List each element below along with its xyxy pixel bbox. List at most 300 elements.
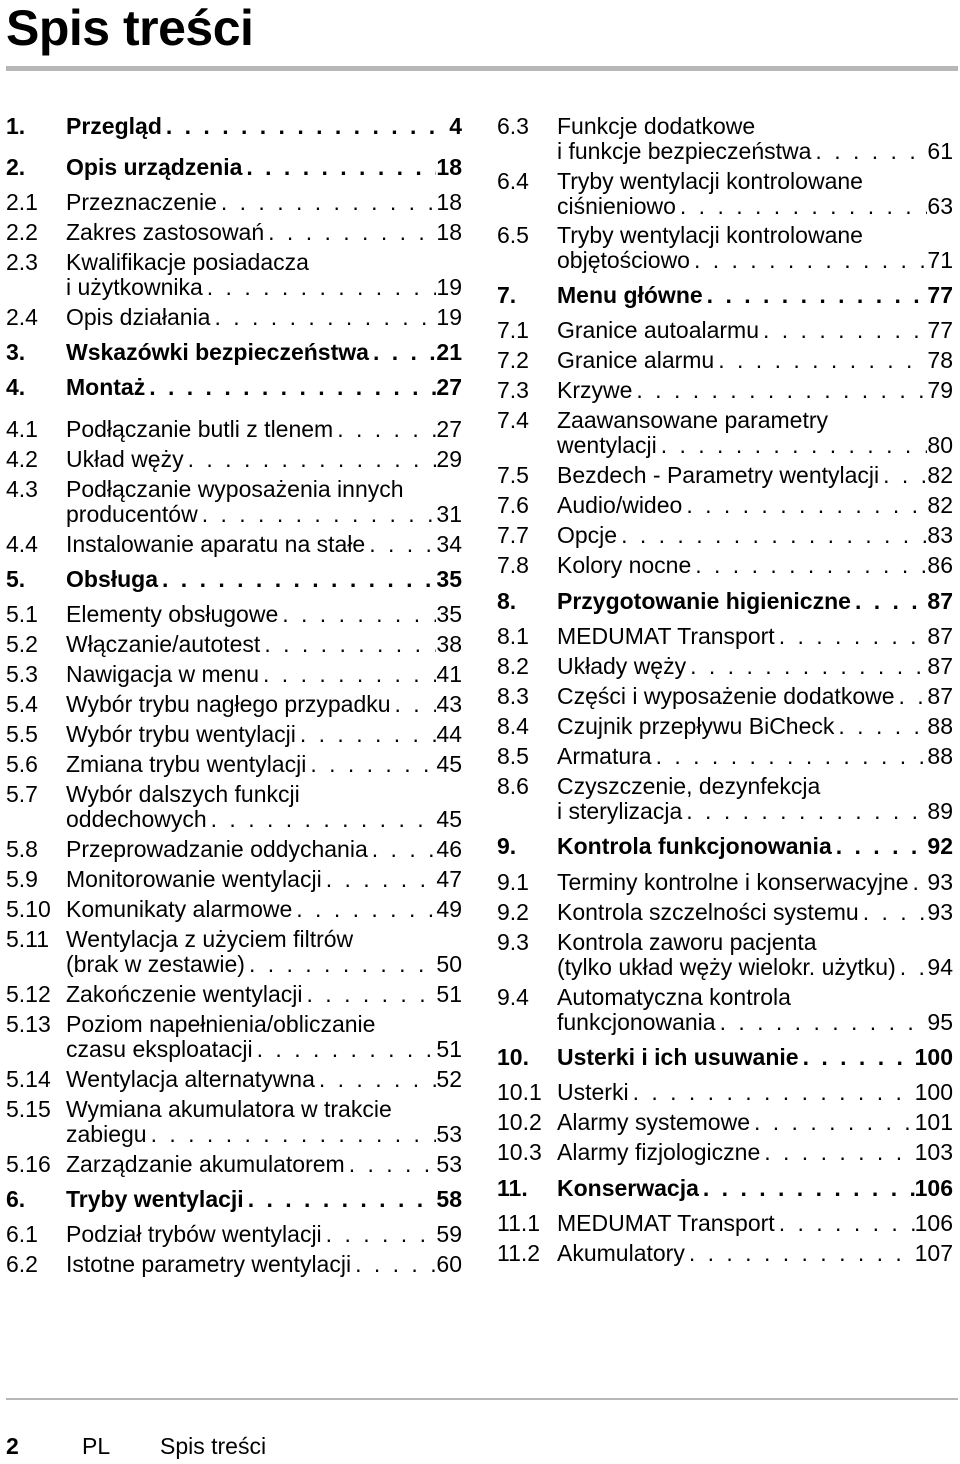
toc-entry-number: 8.3 [497,683,529,709]
toc-entry-number: 9. [497,833,517,859]
toc-entry-number: 5.10 [6,896,51,922]
toc-entry-page: 89 [927,798,953,824]
toc-entry-page: 60 [436,1251,462,1277]
toc-entry-label: Przeprowadzanie oddychania [66,836,368,862]
toc-entry-label: czasu eksploatacji [66,1036,253,1062]
dot-leader [750,1110,915,1135]
toc-entry-text [66,305,462,330]
toc-entry-label: zabiegu [66,1121,147,1147]
toc-entry-text [66,114,462,139]
toc-entry-number: 4. [6,374,26,400]
dot-leader [296,722,437,747]
toc-entry-page: 95 [927,1009,953,1035]
toc-entry-page: 49 [436,896,462,922]
toc-entry-number: 4.1 [6,416,38,442]
toc-entry-page: 101 [914,1109,953,1135]
toc-entry-number: 6. [6,1186,26,1212]
toc-entry-text [66,722,462,747]
dot-leader [244,1187,437,1212]
dot-leader [685,1241,915,1266]
toc-entry-page: 53 [436,1121,462,1147]
toc-entry-page: 50 [436,951,462,977]
toc-entry-number: 5.16 [6,1151,51,1177]
toc-entry-page: 93 [927,869,953,895]
toc-entry-number: 9.2 [497,899,529,925]
toc-entry-number: 10.1 [497,1079,542,1105]
toc-entry-page: 78 [927,347,953,373]
toc-entry-page: 87 [927,683,953,709]
toc-entry-text [557,1080,953,1105]
toc-entry-text [557,553,953,578]
toc-entry-page: 18 [436,219,462,245]
toc-entry-page: 107 [914,1240,953,1266]
toc-entry-text [66,692,462,717]
toc-entry-label: Kolory nocne [557,552,692,578]
toc-entry-page: 106 [914,1210,953,1236]
toc-entry-label: Podłączanie butli z tlenem [66,416,334,442]
toc-entry-label: Układy węży [557,653,687,679]
toc-entry-text [557,283,953,308]
toc-entry-label: Zaawansowane parametry [557,407,829,433]
toc-entry-number: 5.15 [6,1096,51,1122]
toc-entry-label: Tryby wentylacji kontrolowane [557,222,863,248]
dot-leader [198,502,437,527]
dot-leader [775,1211,915,1236]
dot-leader [264,220,436,245]
dot-leader [315,1067,437,1092]
toc-entry-page: 29 [436,446,462,472]
toc-entry-label: Przeznaczenie [66,189,217,215]
toc-entry-number: 2.4 [6,304,38,330]
toc-entry-label: Zmiana trybu wentylacji [66,751,307,777]
toc-entry-page: 92 [927,833,953,859]
toc-entry-text [66,1252,462,1277]
toc-entry-label: i funkcje bezpieczeństwa [557,138,812,164]
dot-leader [322,867,437,892]
dot-leader [629,1080,915,1105]
dot-leader [147,1122,437,1147]
toc-entry-label: Menu główne [557,282,703,308]
toc-entry-label: Usterki [557,1079,629,1105]
toc-entry-text [66,340,462,365]
toc-entry-label: Wskazówki bezpieczeństwa [66,339,369,365]
dot-leader [657,433,928,458]
toc-entry-label: Przegląd [66,113,162,139]
dot-leader [896,955,928,980]
dot-leader [158,567,436,592]
toc-entry-text [557,624,953,649]
toc-entry-number: 10.3 [497,1139,542,1165]
dot-leader [617,523,927,548]
toc-entry-text [66,155,462,180]
dot-leader [703,283,928,308]
toc-entry-number: 9.4 [497,984,529,1010]
toc-entry-text [557,348,953,373]
toc-entry-text [66,662,462,687]
toc-entry-page: 19 [436,304,462,330]
toc-entry-page: 93 [927,899,953,925]
toc-entry-label: Funkcje dodatkowe [557,113,756,139]
toc-entry-text [557,169,953,219]
toc-entry-page: 27 [436,416,462,442]
toc-entry-number: 5.6 [6,751,38,777]
toc-entry-label: Usterki i ich usuwanie [557,1044,799,1070]
dot-leader [245,952,436,977]
toc-entry-number: 8.6 [497,773,529,799]
dot-leader [292,897,436,922]
toc-entry-number: 9.1 [497,869,529,895]
toc-entry-label: objętościowo [557,247,690,273]
toc-entry-number: 5. [6,566,26,592]
toc-entry-label: Konserwacja [557,1175,699,1201]
toc-entry-label: MEDUMAT Transport [557,623,775,649]
toc-entry-label: Istotne parametry wentylacji [66,1251,352,1277]
toc-entry-number: 9.3 [497,929,529,955]
toc-entry-label: Tryby wentylacji [66,1186,244,1212]
toc-entry-page: 34 [436,531,462,557]
toc-entry-text [557,714,953,739]
dot-leader [210,305,436,330]
dot-leader [306,752,436,777]
dot-leader [682,493,927,518]
toc-entry-number: 2.3 [6,249,38,275]
toc-entry-page: 63 [927,193,953,219]
dot-leader [278,602,436,627]
toc-entry-label: Czujnik przepływu BiCheck [557,713,835,739]
dot-leader [260,632,436,657]
toc-entry-text [557,408,953,458]
toc-entry-label: Opcje [557,522,618,548]
dot-leader [145,375,436,400]
toc-entry-page: 100 [914,1079,953,1105]
toc-entry-number: 11. [497,1175,528,1201]
toc-entry-page: 51 [436,981,462,1007]
dot-leader [895,684,928,709]
toc-entry-number: 5.13 [6,1011,51,1037]
toc-entry-label: Zakończenie wentylacji [66,981,303,1007]
toc-entry-page: 58 [436,1186,462,1212]
toc-entry-text [557,930,953,980]
toc-entry-label: Akumulatory [557,1240,685,1266]
toc-entry-page: 45 [436,751,462,777]
toc-entry-number: 5.11 [6,926,50,952]
dot-leader [686,654,927,679]
toc-entry-page: 41 [436,661,462,687]
dot-leader [391,692,437,717]
dot-leader [879,463,927,488]
toc-entry-label: Audio/wideo [557,492,683,518]
toc-entry-number: 6.5 [497,222,529,248]
dot-leader [632,378,927,403]
dot-leader [760,1140,914,1165]
toc-entry-label: wentylacji [557,432,657,458]
toc-entry-text [66,1097,462,1147]
toc-entry-number: 8.5 [497,743,529,769]
toc-entry-label: Granice alarmu [557,347,715,373]
toc-entry-text [557,223,953,273]
toc-entry-text [557,318,953,343]
toc-entry-number: 6.1 [6,1221,38,1247]
toc-entry-label: Granice autoalarmu [557,317,759,343]
toc-entry-label: Wybór trybu wentylacji [66,721,296,747]
dot-leader [303,982,437,1007]
toc-entry-label: Zakres zastosowań [66,219,265,245]
page-title: Spis treści [6,0,254,56]
toc-entry-page: 47 [436,866,462,892]
toc-entry-number: 5.8 [6,836,38,862]
toc-entry-number: 5.5 [6,721,38,747]
toc-entry-number: 10.2 [497,1109,542,1135]
toc-entry-number: 5.9 [6,866,38,892]
toc-entry-label: Alarmy fizjologiczne [557,1139,761,1165]
dot-leader [676,194,928,219]
toc-entry-number: 10. [497,1044,529,1070]
toc-entry-text [557,463,953,488]
dot-leader [184,447,437,472]
toc-entry-text [66,782,462,832]
toc-entry-number: 7.1 [497,317,529,343]
toc-entry-text [557,1110,953,1135]
toc-entry-number: 8.4 [497,713,529,739]
dot-leader [714,348,927,373]
toc-entry-label: Części i wyposażenie dodatkowe [557,683,895,709]
dot-leader [716,1010,928,1035]
toc-entry-page: 4 [449,113,462,139]
toc-entry-text [66,250,462,300]
toc-entry-number: 3. [6,339,26,365]
toc-entry-label: Kontrola funkcjonowania [557,833,832,859]
dot-leader [832,834,928,859]
toc-entry-number: 11.2 [497,1240,541,1266]
toc-entry-label: Opis działania [66,304,211,330]
toc-entry-text [557,1241,953,1266]
toc-entry-number: 4.4 [6,531,38,557]
toc-entry-text [557,523,953,548]
dot-leader [162,114,449,139]
toc-entry-text [66,477,462,527]
toc-entry-page: 83 [927,522,953,548]
toc-entry-page: 35 [436,601,462,627]
toc-entry-text [66,567,462,592]
toc-entry-page: 80 [927,432,953,458]
toc-entry-label: Włączanie/autotest [66,631,261,657]
toc-entry-label: Tryby wentylacji kontrolowane [557,168,863,194]
dot-leader [690,248,927,273]
toc-entry-page: 35 [436,566,462,592]
toc-entry-number: 7.6 [497,492,529,518]
toc-entry-number: 7.4 [497,407,529,433]
toc-entry-label: Kontrola zaworu pacjenta [557,929,817,955]
toc-entry-page: 18 [436,189,462,215]
toc-entry-page: 82 [927,492,953,518]
toc-entry-label: Kwalifikacje posiadacza [66,249,309,275]
toc-entry-number: 6.2 [6,1251,38,1277]
footer-section: Spis treści [160,1433,267,1459]
toc-entry-text [66,1187,462,1212]
toc-entry-text [66,632,462,657]
toc-entry-page: 31 [436,501,462,527]
toc-entry-number: 4.3 [6,476,38,502]
toc-entry-text [557,493,953,518]
toc-entry-page: 43 [436,691,462,717]
footer-language: PL [82,1433,111,1459]
dot-leader [775,624,928,649]
toc-entry-label: Wentylacja z użyciem filtrów [66,926,354,952]
toc-entry-text [557,834,953,859]
toc-entry-label: ciśnieniowo [557,193,676,219]
toc-entry-page: 88 [927,713,953,739]
toc-entry-page: 18 [436,154,462,180]
toc-entry-number: 8. [497,588,517,614]
toc-entry-text [557,1211,953,1236]
toc-entry-text [557,654,953,679]
title-divider [6,66,958,71]
toc-entry-number: 6.3 [497,113,529,139]
toc-entry-number: 5.4 [6,691,38,717]
toc-entry-text [557,1045,953,1070]
toc-entry-label: Obsługa [66,566,159,592]
toc-entry-number: 7.3 [497,377,529,403]
toc-entry-number: 11.1 [497,1210,541,1236]
toc-entry-page: 51 [436,1036,462,1062]
toc-entry-label: Bezdech - Parametry wentylacji [557,462,880,488]
toc-entry-text [66,837,462,862]
toc-entry-label: Elementy obsługowe [66,601,279,627]
dot-leader [259,662,436,687]
toc-entry-text [66,982,462,1007]
toc-entry-page: 52 [436,1066,462,1092]
toc-entry-label: Opis urządzenia [66,154,243,180]
toc-entry-label: (tylko układ węży wielokr. użytku) [557,954,896,980]
toc-entry-text [66,375,462,400]
toc-entry-label: Montaż [66,374,146,400]
toc-entry-text [66,532,462,557]
toc-entry-number: 5.2 [6,631,38,657]
toc-entry-page: 77 [927,317,953,343]
toc-entry-page: 44 [436,721,462,747]
dot-leader [799,1045,915,1070]
toc-entry-number: 2.1 [6,189,38,215]
dot-leader [242,155,436,180]
toc-entry-label: producentów [66,501,198,527]
toc-entry-number: 7.5 [497,462,529,488]
toc-entry-text [557,774,953,824]
toc-entry-page: 86 [927,552,953,578]
toc-entry-label: Automatyczna kontrola [557,984,791,1010]
toc-entry-text [66,602,462,627]
toc-entry-label: Przygotowanie higieniczne [557,588,851,614]
toc-entry-label: Wybór dalszych funkcji [66,781,300,807]
toc-entry-text [66,1152,462,1177]
toc-entry-text [66,1222,462,1247]
toc-entry-number: 4.2 [6,446,38,472]
toc-entry-page: 87 [927,623,953,649]
toc-entry-text [557,589,953,614]
toc-entry-number: 5.7 [6,781,38,807]
toc-entry-text [557,1140,953,1165]
dot-leader [834,714,927,739]
dot-leader [207,807,437,832]
toc-entry-number: 7.8 [497,552,529,578]
toc-entry-page: 21 [436,339,462,365]
toc-entry-text [557,684,953,709]
toc-entry-number: 7.2 [497,347,529,373]
toc-entry-page: 106 [914,1175,953,1201]
toc-entry-number: 5.12 [6,981,51,1007]
toc-entry-text [557,114,953,164]
toc-entry-page: 88 [927,743,953,769]
dot-leader [253,1037,437,1062]
footer-page-number: 2 [6,1433,19,1459]
toc-entry-text [66,1012,462,1062]
toc-entry-page: 59 [436,1221,462,1247]
toc-entry-page: 46 [436,836,462,862]
dot-leader [682,799,927,824]
toc-entry-label: Poziom napełnienia/obliczanie [66,1011,376,1037]
toc-entry-page: 61 [927,138,953,164]
toc-entry-text [66,220,462,245]
toc-entry-text [557,744,953,769]
toc-entry-text [66,417,462,442]
toc-entry-page: 82 [927,462,953,488]
toc-entry-page: 87 [927,653,953,679]
toc-entry-text [66,752,462,777]
toc-entry-label: Wymiana akumulatora w trakcie [66,1096,392,1122]
toc-entry-page: 38 [436,631,462,657]
toc-entry-label: Wybór trybu nagłego przypadku [66,691,391,717]
toc-entry-label: Armatura [557,743,652,769]
toc-entry-label: Czyszczenie, dezynfekcja [557,773,821,799]
toc-entry-number: 5.3 [6,661,38,687]
toc-entry-label: Zarządzanie akumulatorem [66,1151,345,1177]
toc-entry-text [557,985,953,1035]
toc-entry-text [66,867,462,892]
dot-leader [368,837,437,862]
toc-entry-page: 77 [927,282,953,308]
toc-entry-label: Instalowanie aparatu na stałe [66,531,366,557]
toc-entry-text [66,447,462,472]
toc-entry-page: 27 [436,374,462,400]
toc-entry-label: i użytkownika [66,274,203,300]
dot-leader [699,1176,915,1201]
toc-entry-page: 45 [436,806,462,832]
toc-entry-number: 8.1 [497,623,529,649]
toc-entry-label: Alarmy systemowe [557,1109,750,1135]
toc-entry-label: Kontrola szczelności systemu [557,899,859,925]
dot-leader [759,318,927,343]
toc-entry-number: 5.1 [6,601,38,627]
toc-entry-number: 5.14 [6,1066,51,1092]
dot-leader [345,1152,437,1177]
dot-leader [322,1222,437,1247]
dot-leader [217,190,437,215]
toc-entry-number: 2. [6,154,26,180]
toc-entry-page: 71 [927,247,953,273]
toc-entry-label: MEDUMAT Transport [557,1210,775,1236]
toc-entry-label: Podział trybów wentylacji [66,1221,322,1247]
toc-entry-page: 100 [914,1044,953,1070]
dot-leader [811,139,927,164]
toc-entry-label: funkcjonowania [557,1009,716,1035]
toc-entry-text [66,927,462,977]
toc-entry-label: Podłączanie wyposażenia innych [66,476,404,502]
toc-entry-label: Komunikaty alarmowe [66,896,293,922]
dot-leader [333,417,436,442]
toc-entry-number: 7.7 [497,522,529,548]
toc-entry-page: 94 [927,954,953,980]
dot-leader [652,744,928,769]
toc-entry-text [66,190,462,215]
